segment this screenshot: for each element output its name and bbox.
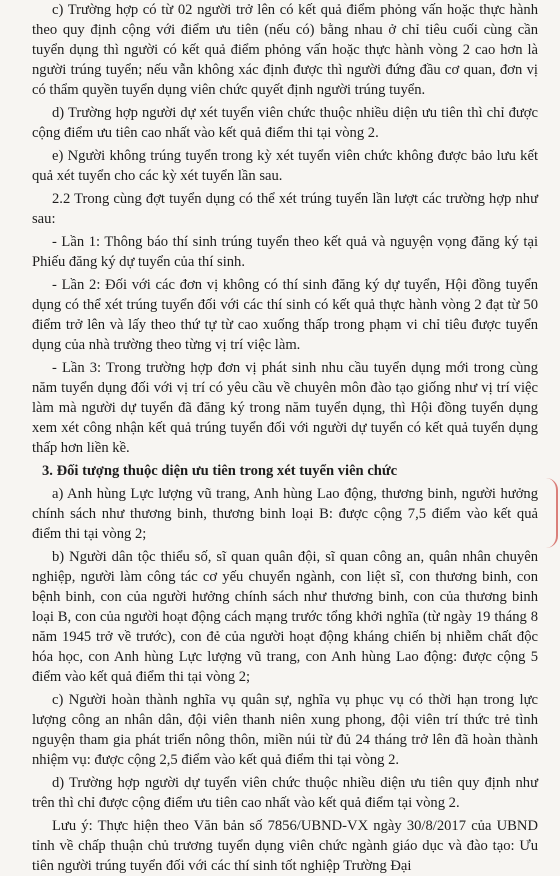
paragraph-no-carryover-e: e) Người không trúng tuyển trong kỳ xét tuyển viên chức không được bảo lưu kết quả xét tuyển cho các kỳ xét tuyển lần sau. — [32, 148, 538, 184]
paragraph-note: Lưu ý: Thực hiện theo Văn bản số 7856/UBND-VX ngày 30/8/2017 của UBND tỉnh về chấp thuận chủ trương tuyển dụng viên chức ngành giáo dục và đào tạo: Ưu tiên người trúng tuyển đối với các thí sinh tốt nghiệp Trường Đại — [32, 818, 538, 874]
paragraph-priority-b: b) Người dân tộc thiểu số, sĩ quan quân đội, sĩ quan công an, quân nhân chuyên nghiệp, người làm công tác cơ yếu chuyển ngành, con liệt sĩ, con thương binh, con bệnh binh, con của người hưởng chính sách như thương binh, con của thương binh loại B, con của người hoạt động cách mạng trước tổng khởi nghĩa (từ ngày 19 tháng 8 năm 1945 trở về trước), con đẻ của người hoạt động kháng chiến bị nhiễm chất độc hóa học, con Anh hùng Lực lượng vũ trang, con Anh hùng Lao động: được cộng 5 điểm vào kết quả điểm thi tại vòng 2; — [32, 549, 538, 685]
paragraph-multiple-priority-d: d) Trường hợp người dự xét tuyển viên chức thuộc nhiều diện ưu tiên thì chỉ được cộng điểm ưu tiên cao nhất vào kết quả điểm thi tại vòng 2. — [32, 105, 538, 141]
seal-stamp-edge — [546, 478, 558, 548]
section-heading-priority: 3. Đối tượng thuộc diện ưu tiên trong xét tuyển viên chức — [42, 463, 398, 479]
paragraph-priority-d: d) Trường hợp người dự tuyển viên chức thuộc nhiều diện ưu tiên quy định như trên thì chỉ được cộng điểm ưu tiên cao nhất vào kết quả điểm tại vòng 2. — [32, 775, 538, 811]
paragraph-tie-break-c: c) Trường hợp có từ 02 người trở lên có kết quả điểm phỏng vấn hoặc thực hành theo quy định cộng với điểm ưu tiên (nếu có) bằng nhau ở chỉ tiêu cuối cùng cần tuyển dụng thì người có kết quả điểm phỏng vấn hoặc thực hành vòng 2 cao hơn là người trúng tuyển; nếu vẫn không xác định được thì người đứng đầu cơ quan, đơn vị có thẩm quyền tuyển dụng viên chức quyết định người trúng tuyển. — [32, 2, 538, 98]
paragraph-priority-a: a) Anh hùng Lực lượng vũ trang, Anh hùng Lao động, thương binh, người hưởng chính sách như thương binh, thương binh loại B: được cộng 7,5 điểm vào kết quả điểm thi tại vòng 2; — [32, 486, 538, 542]
paragraph-priority-c: c) Người hoàn thành nghĩa vụ quân sự, nghĩa vụ phục vụ có thời hạn trong lực lượng công an nhân dân, đội viên thanh niên xung phong, đội viên trí thức trẻ tình nguyện tham gia phát triển nông thôn, miền núi từ đủ 24 tháng trở lên đã hoàn thành nhiệm vụ: được cộng 2,5 điểm vào kết quả điểm thi tại vòng 2. — [32, 692, 538, 768]
paragraph-section-2-2: 2.2 Trong cùng đợt tuyển dụng có thể xét trúng tuyển lần lượt các trường hợp như sau: — [32, 191, 538, 227]
paragraph-round-2: - Lần 2: Đối với các đơn vị không có thí sinh đăng ký dự tuyển, Hội đồng tuyển dụng có thể xét trúng tuyển đối với các thí sinh có kết quả thực hành vòng 2 đạt từ 50 điểm trở lên và lấy theo thứ tự từ cao xuống thấp trong phạm vi chỉ tiêu được tuyển dụng của nhà trường theo từng vị trí việc làm. — [32, 277, 538, 353]
paragraph-round-3: - Lần 3: Trong trường hợp đơn vị phát sinh nhu cầu tuyển dụng mới trong cùng năm tuyển dụng đối với vị trí có yêu cầu về chuyên môn đào tạo giống như vị trí việc làm mà người dự tuyển đã đăng ký trong năm tuyển dụng, thì Hội đồng tuyển dụng xem xét công nhận kết quả trúng tuyển đối với người dự tuyển có kết quả tuyển dụng thấp hơn liền kề. — [32, 360, 538, 456]
paragraph-round-1: - Lần 1: Thông báo thí sinh trúng tuyển theo kết quả và nguyện vọng đăng ký tại Phiếu đăng ký dự tuyển của thí sinh. — [32, 234, 538, 270]
